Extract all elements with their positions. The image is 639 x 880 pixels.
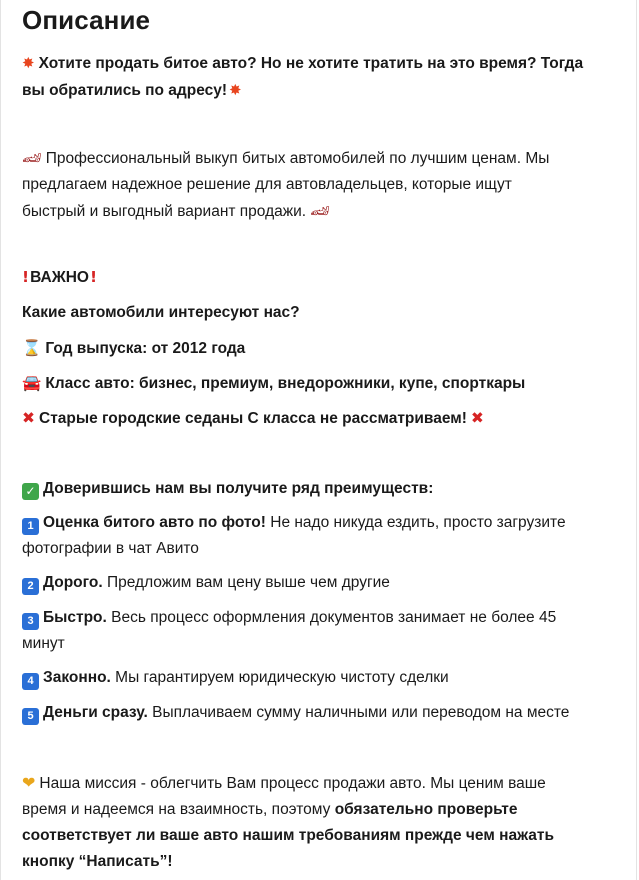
- cross-icon: ✖: [22, 409, 35, 427]
- page-title: Описание: [22, 5, 151, 35]
- car-icon: 🚘: [22, 374, 42, 392]
- benefit-text: фотографии в чат Авито: [22, 540, 199, 557]
- about-line-3: быстрый и выгодный вариант продажи.: [22, 203, 307, 220]
- about-line-2: предлагаем надежное решение для автовладельцев, которые ищут: [22, 176, 512, 193]
- mission-line-4: кнопку “Написать”!: [22, 853, 173, 870]
- number-3-icon: 3: [22, 613, 39, 630]
- benefit-title: Законно.: [43, 669, 111, 686]
- intro-line-1: Хотите продать битое авто? Но не хотите тратить на это время? Тогда: [38, 55, 584, 72]
- year-requirement: ⌛ Год выпуска: от 2012 года: [22, 335, 622, 362]
- about-paragraph: [22, 145, 622, 225]
- benefit-title: Быстро.: [43, 609, 107, 626]
- intro-paragraph: [22, 50, 622, 104]
- benefit-item-4: [22, 665, 622, 691]
- benefit-text: минут: [22, 635, 65, 652]
- handshake-icon: ❤: [22, 773, 36, 792]
- benefits-heading: ✓ Доверившись нам вы получите ряд преимуществ:: [22, 476, 622, 502]
- benefit-text: Мы гарантируем юридическую чистоту сделки: [115, 669, 449, 686]
- collision-icon: ✸: [229, 81, 242, 99]
- check-icon: ✓: [22, 483, 39, 500]
- important-question: Какие автомобили интересуют нас?: [22, 304, 300, 321]
- class-requirement: 🚘 Класс авто: бизнес, премиум, внедорожники, купе, спорткары: [22, 370, 622, 397]
- number-1-icon: 1: [22, 518, 39, 535]
- about-line-1: Профессиональный выкуп битых автомобилей по лучшим ценам. Мы: [45, 150, 550, 167]
- benefit-title: Дорого.: [43, 574, 103, 591]
- benefit-item-2: [22, 570, 622, 596]
- exclamation-icon: !: [22, 268, 30, 286]
- benefit-item-1: [22, 510, 622, 562]
- number-2-icon: 2: [22, 578, 39, 595]
- intro-line-2: вы обратились по адресу!: [22, 82, 228, 99]
- exclusion-note: ✖ Старые городские седаны С класса не рассматриваем! ✖: [22, 405, 622, 432]
- benefit-text: Предложим вам цену выше чем другие: [106, 574, 390, 591]
- mission-line-3: соответствует ли ваше авто нашим требованиям прежде чем нажать: [22, 827, 555, 844]
- mission-line-2: время и надеемся на взаимность, поэтому: [22, 801, 331, 818]
- benefit-item-5: [22, 700, 622, 726]
- mission-line-1: Наша миссия - облегчить Вам процесс продажи авто. Мы ценим ваше: [39, 775, 546, 792]
- cross-icon: ✖: [470, 409, 484, 427]
- benefit-title: Оценка битого авто по фото!: [43, 514, 266, 531]
- mission-paragraph: [22, 770, 622, 875]
- number-5-icon: 5: [22, 708, 39, 725]
- hourglass-icon: ⌛: [22, 339, 42, 357]
- benefit-text: Выплачиваем сумму наличными или переводом на месте: [152, 704, 570, 721]
- benefit-item-3: [22, 605, 622, 657]
- benefit-text: Не надо никуда ездить, просто загрузите: [270, 514, 566, 531]
- benefit-title: Деньги сразу.: [43, 704, 148, 721]
- benefit-text: Весь процесс оформления документов занимает не более 45: [111, 609, 557, 626]
- race-car-icon: 🏎: [22, 149, 42, 167]
- important-label: !ВАЖНО!: [22, 264, 622, 291]
- number-4-icon: 4: [22, 673, 39, 690]
- exclamation-icon: !: [89, 268, 98, 286]
- mission-emphasis: обязательно проверьте: [334, 801, 518, 818]
- collision-icon: ✸: [22, 54, 35, 72]
- race-car-icon: 🏎: [310, 202, 330, 220]
